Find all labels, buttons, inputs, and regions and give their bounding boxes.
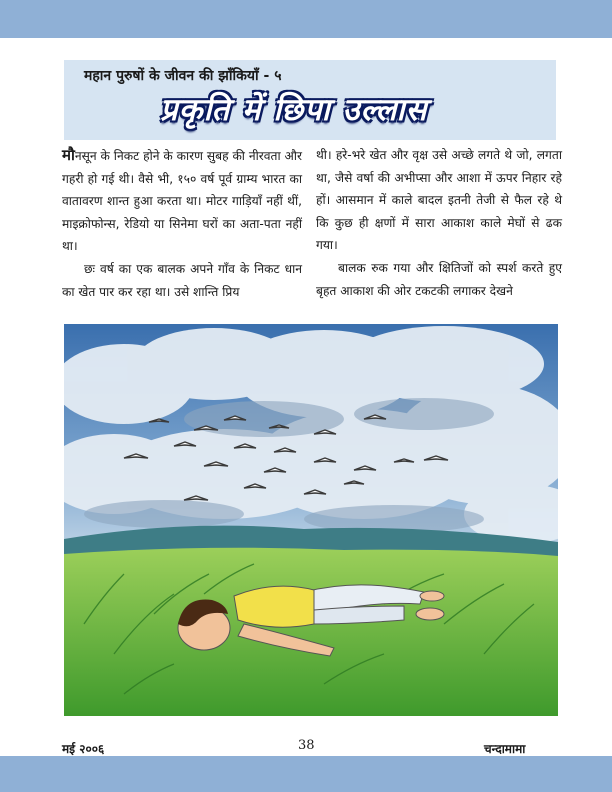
bottom-decorative-band bbox=[0, 756, 612, 792]
series-title: महान पुरुषों के जीवन की झाँकियाँ - ५ bbox=[84, 68, 282, 84]
left-paragraph-1-text: नसून के निकट होने के कारण सुबह की नीरवता और गहरी हो गई थी। वैसे भी, १५० वर्ष पूर्व ग्राम्य भारत का वातावरण शान्त हुआ करता था। मोटर गाड़ियाँ नहीं थीं, माइक्रोफोन्स, रेडियो या सिनेमा घरों का अता-पता नहीं था। bbox=[62, 149, 302, 254]
drop-cap: मौ bbox=[62, 146, 75, 164]
left-column bbox=[62, 144, 302, 324]
page-title: प्रकृति में छिपा उल्लास bbox=[160, 92, 428, 128]
right-paragraph-1: थी। हरे-भरे खेत और वृक्ष उसे अच्छे लगते थे जो, लगता था, जैसे वर्षा की अभीप्सा और आशा में ऊपर निहार रहे हों। आसमान में काले बादल इतनी तेजी से फैल रहे थे कि कुछ ही क्षणों में सारा आकाश काले मेघों से ढक गया। bbox=[316, 148, 562, 253]
boy-in-field-illustration bbox=[64, 324, 558, 716]
left-paragraph-2: छः वर्ष का एक बालक अपने गाँव के निकट धान का खेत पार कर रहा था। उसे शान्ति प्रिय bbox=[62, 261, 302, 299]
right-paragraph-2: बालक रुक गया और क्षितिजों को स्पर्श करते हुए बृहत आकाश की ओर टकटकी लगाकर देखने bbox=[316, 260, 562, 298]
footer-page-number: 38 bbox=[298, 738, 315, 753]
left-paragraph-1 bbox=[62, 144, 302, 258]
top-decorative-band bbox=[0, 0, 612, 38]
right-column bbox=[316, 144, 562, 324]
footer-magazine-name: चन्दामामा bbox=[484, 742, 526, 756]
footer-issue-date: मई २००६ bbox=[62, 742, 105, 756]
grass-field bbox=[64, 548, 558, 716]
